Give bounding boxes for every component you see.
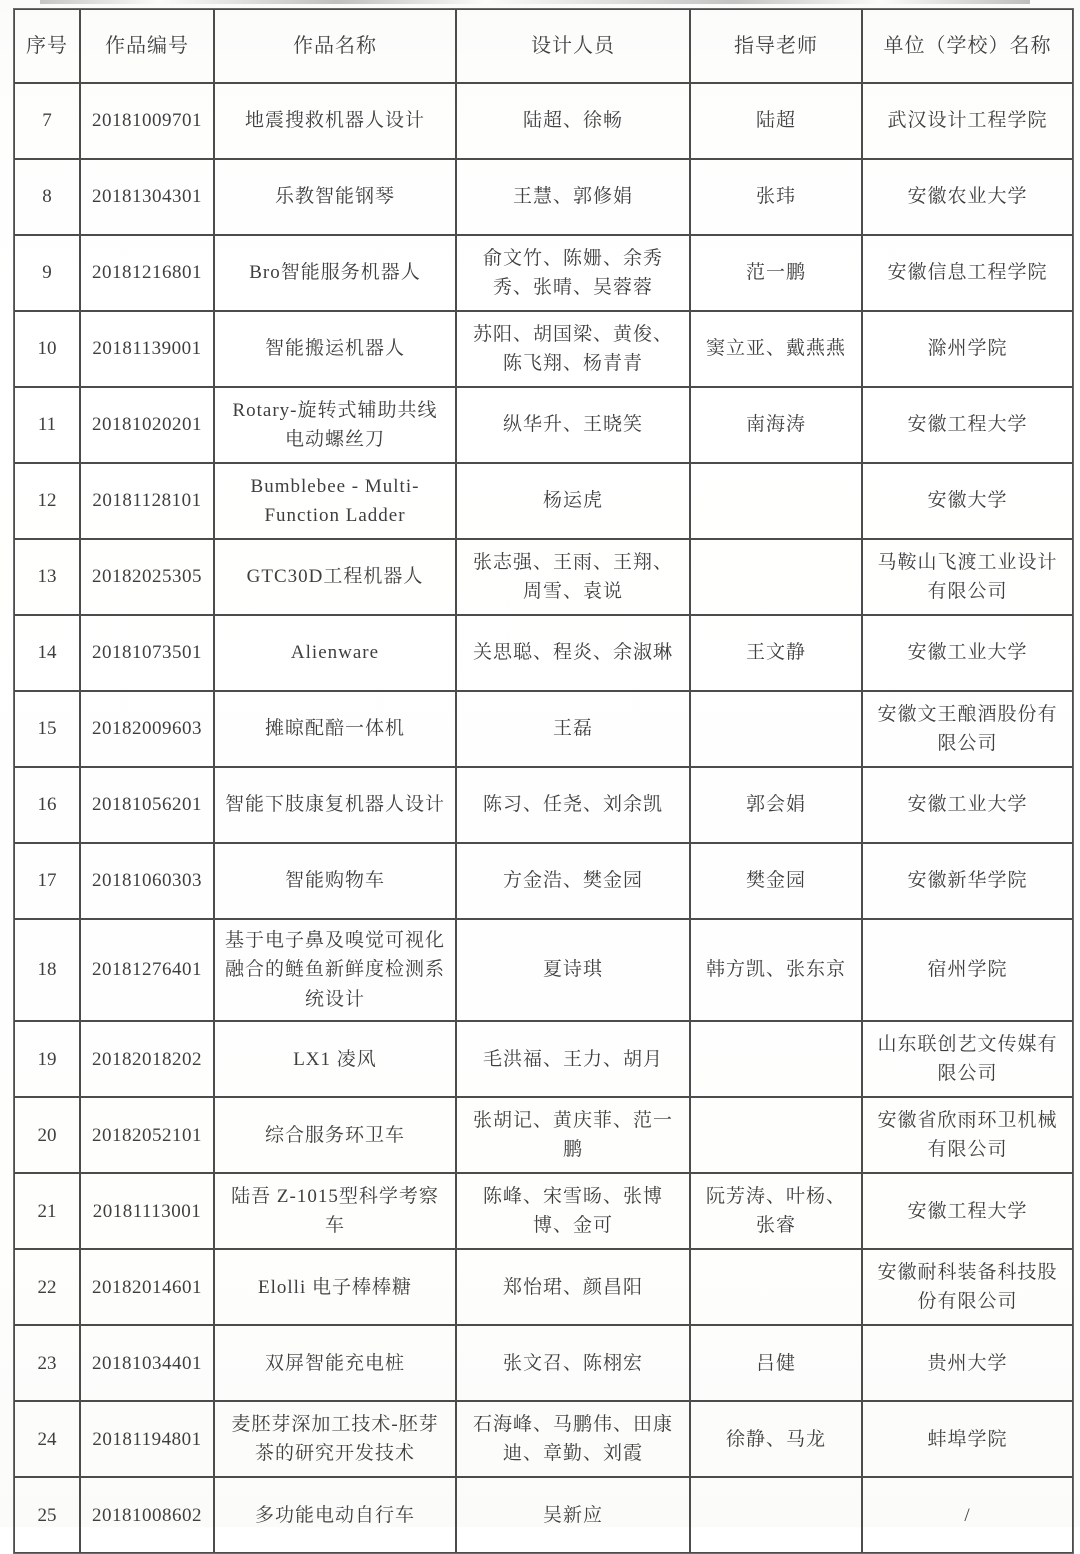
- table-cell: 安徽工程大学: [862, 1173, 1073, 1249]
- table-cell: 阮芳涛、叶杨、张睿: [690, 1173, 862, 1249]
- scan-artifact: [40, 0, 1030, 4]
- table-cell: 蚌埠学院: [862, 1401, 1073, 1477]
- table-cell: 安徽大学: [862, 463, 1073, 539]
- table-cell: 20182018202: [80, 1021, 214, 1097]
- table-row: [14, 1477, 1073, 1553]
- table-cell: 智能下肢康复机器人设计: [214, 767, 456, 843]
- table-cell: 安徽工程大学: [862, 387, 1073, 463]
- table-row: [14, 235, 1073, 311]
- header-cell-org: 单位（学校）名称: [862, 9, 1073, 83]
- table-cell: 20181056201: [80, 767, 214, 843]
- table-cell: 7: [14, 83, 80, 159]
- table-cell: 20182009603: [80, 691, 214, 767]
- table-cell: 宿州学院: [862, 919, 1073, 1021]
- table-cell: 范一鹏: [690, 235, 862, 311]
- table-cell: 24: [14, 1401, 80, 1477]
- table-row: [14, 767, 1073, 843]
- table-cell: 13: [14, 539, 80, 615]
- table-cell: 安徽省欣雨环卫机械有限公司: [862, 1097, 1073, 1173]
- table-cell: 智能购物车: [214, 843, 456, 919]
- table-cell: 15: [14, 691, 80, 767]
- table-row: [14, 1173, 1073, 1249]
- table-cell: 17: [14, 843, 80, 919]
- table-row: [14, 615, 1073, 691]
- table-cell: 方金浩、樊金园: [456, 843, 690, 919]
- table-cell: 南海涛: [690, 387, 862, 463]
- table-cell: Bro智能服务机器人: [214, 235, 456, 311]
- table-cell: 20: [14, 1097, 80, 1173]
- table-cell: 吴新应: [456, 1477, 690, 1553]
- table-cell: 关思聪、程炎、余淑琳: [456, 615, 690, 691]
- table-cell: 20181113001: [80, 1173, 214, 1249]
- header-cell-name: 作品名称: [214, 9, 456, 83]
- table-row: [14, 463, 1073, 539]
- table-cell: [690, 691, 862, 767]
- header-cell-index: 序号: [14, 9, 80, 83]
- table-cell: 23: [14, 1325, 80, 1401]
- table-cell: 俞文竹、陈姗、余秀秀、张晴、吴蓉蓉: [456, 235, 690, 311]
- table-cell: 双屏智能充电桩: [214, 1325, 456, 1401]
- table-row: [14, 387, 1073, 463]
- table-cell: 20182014601: [80, 1249, 214, 1325]
- table-cell: 安徽文王酿酒股份有限公司: [862, 691, 1073, 767]
- table-cell: Rotary-旋转式辅助共线电动螺丝刀: [214, 387, 456, 463]
- table-cell: 贵州大学: [862, 1325, 1073, 1401]
- table-row: [14, 83, 1073, 159]
- table-cell: [690, 1097, 862, 1173]
- table-cell: 安徽农业大学: [862, 159, 1073, 235]
- table-row: [14, 843, 1073, 919]
- table-cell: [690, 1021, 862, 1097]
- table-cell: 安徽新华学院: [862, 843, 1073, 919]
- table-cell: 21: [14, 1173, 80, 1249]
- table-body: [14, 83, 1073, 1553]
- table-cell: 20181276401: [80, 919, 214, 1021]
- table-cell: 8: [14, 159, 80, 235]
- table-row: [14, 311, 1073, 387]
- table-cell: 安徽工业大学: [862, 767, 1073, 843]
- table-cell: 夏诗琪: [456, 919, 690, 1021]
- table-cell: 乐教智能钢琴: [214, 159, 456, 235]
- table-cell: [690, 1477, 862, 1553]
- table-cell: 陆超、徐畅: [456, 83, 690, 159]
- table-row: [14, 539, 1073, 615]
- table-row: [14, 1097, 1073, 1173]
- table-cell: 11: [14, 387, 80, 463]
- table-row: [14, 159, 1073, 235]
- table-cell: 20181194801: [80, 1401, 214, 1477]
- table-cell: 陈习、任尧、刘余凯: [456, 767, 690, 843]
- table-cell: 王文静: [690, 615, 862, 691]
- table-cell: 18: [14, 919, 80, 1021]
- table-row: [14, 1325, 1073, 1401]
- table-cell: 陆超: [690, 83, 862, 159]
- table-cell: 10: [14, 311, 80, 387]
- table-cell: 安徽信息工程学院: [862, 235, 1073, 311]
- table-cell: 麦胚芽深加工技术-胚芽茶的研究开发技术: [214, 1401, 456, 1477]
- table-cell: 吕健: [690, 1325, 862, 1401]
- table-cell: 智能搬运机器人: [214, 311, 456, 387]
- table-row: [14, 691, 1073, 767]
- header-cell-advisor: 指导老师: [690, 9, 862, 83]
- table-cell: 杨运虎: [456, 463, 690, 539]
- table-cell: 16: [14, 767, 80, 843]
- table-cell: 郑怡珺、颜昌阳: [456, 1249, 690, 1325]
- table-cell: GTC30D工程机器人: [214, 539, 456, 615]
- table-cell: 19: [14, 1021, 80, 1097]
- table-cell: Bumblebee - Multi-Function Ladder: [214, 463, 456, 539]
- table-cell: 20181216801: [80, 235, 214, 311]
- table-cell: 张志强、王雨、王翔、周雪、袁说: [456, 539, 690, 615]
- table-cell: 20182025305: [80, 539, 214, 615]
- table-cell: 22: [14, 1249, 80, 1325]
- table-cell: 马鞍山飞渡工业设计有限公司: [862, 539, 1073, 615]
- table-cell: 王慧、郭修娟: [456, 159, 690, 235]
- table-cell: 基于电子鼻及嗅觉可视化融合的鲢鱼新鲜度检测系统设计: [214, 919, 456, 1021]
- table-row: [14, 1401, 1073, 1477]
- table-cell: 山东联创艺文传媒有限公司: [862, 1021, 1073, 1097]
- table-cell: 20181073501: [80, 615, 214, 691]
- table-cell: 纵华升、王晓笑: [456, 387, 690, 463]
- table-cell: 武汉设计工程学院: [862, 83, 1073, 159]
- table-cell: 20181034401: [80, 1325, 214, 1401]
- table-cell: 20181020201: [80, 387, 214, 463]
- table-cell: 20181128101: [80, 463, 214, 539]
- table-cell: 20182052101: [80, 1097, 214, 1173]
- table-cell: 陆吾 Z-1015型科学考察车: [214, 1173, 456, 1249]
- table-cell: 安徽耐科装备科技股份有限公司: [862, 1249, 1073, 1325]
- table-cell: 张胡记、黄庆菲、范一鹏: [456, 1097, 690, 1173]
- table-row: [14, 919, 1073, 1021]
- table-cell: 20181009701: [80, 83, 214, 159]
- table-cell: [690, 539, 862, 615]
- table-row: [14, 1249, 1073, 1325]
- entries-table: [13, 8, 1074, 1554]
- table-cell: [690, 1249, 862, 1325]
- table-cell: Alienware: [214, 615, 456, 691]
- table-cell: 毛洪福、王力、胡月: [456, 1021, 690, 1097]
- table-cell: 地震搜救机器人设计: [214, 83, 456, 159]
- table-cell: [690, 463, 862, 539]
- header-cell-designers: 设计人员: [456, 9, 690, 83]
- table-cell: LX1 凌风: [214, 1021, 456, 1097]
- table-cell: 20181060303: [80, 843, 214, 919]
- table-cell: 20181139001: [80, 311, 214, 387]
- table-cell: 滁州学院: [862, 311, 1073, 387]
- table-cell: 王磊: [456, 691, 690, 767]
- table-cell: 张玮: [690, 159, 862, 235]
- table-cell: 陈峰、宋雪旸、张博博、金可: [456, 1173, 690, 1249]
- table-cell: 韩方凯、张东京: [690, 919, 862, 1021]
- table-cell: 9: [14, 235, 80, 311]
- table-cell: 20181304301: [80, 159, 214, 235]
- header-cell-code: 作品编号: [80, 9, 214, 83]
- table-cell: 窦立亚、戴燕燕: [690, 311, 862, 387]
- table-cell: 郭会娟: [690, 767, 862, 843]
- table-cell: 徐静、马龙: [690, 1401, 862, 1477]
- table-cell: 14: [14, 615, 80, 691]
- table-header-row: [14, 9, 1073, 83]
- table-cell: 20181008602: [80, 1477, 214, 1553]
- table-cell: 张文召、陈栩宏: [456, 1325, 690, 1401]
- table-row: [14, 1021, 1073, 1097]
- table-cell: /: [862, 1477, 1073, 1553]
- table-cell: 多功能电动自行车: [214, 1477, 456, 1553]
- table-cell: 25: [14, 1477, 80, 1553]
- table-cell: 12: [14, 463, 80, 539]
- table-cell: 石海峰、马鹏伟、田康迪、章勤、刘霞: [456, 1401, 690, 1477]
- table-cell: 樊金园: [690, 843, 862, 919]
- table-cell: 苏阳、胡国梁、黄俊、陈飞翔、杨青青: [456, 311, 690, 387]
- table-cell: Elolli 电子棒棒糖: [214, 1249, 456, 1325]
- table-cell: 摊晾配醅一体机: [214, 691, 456, 767]
- table-cell: 综合服务环卫车: [214, 1097, 456, 1173]
- table-cell: 安徽工业大学: [862, 615, 1073, 691]
